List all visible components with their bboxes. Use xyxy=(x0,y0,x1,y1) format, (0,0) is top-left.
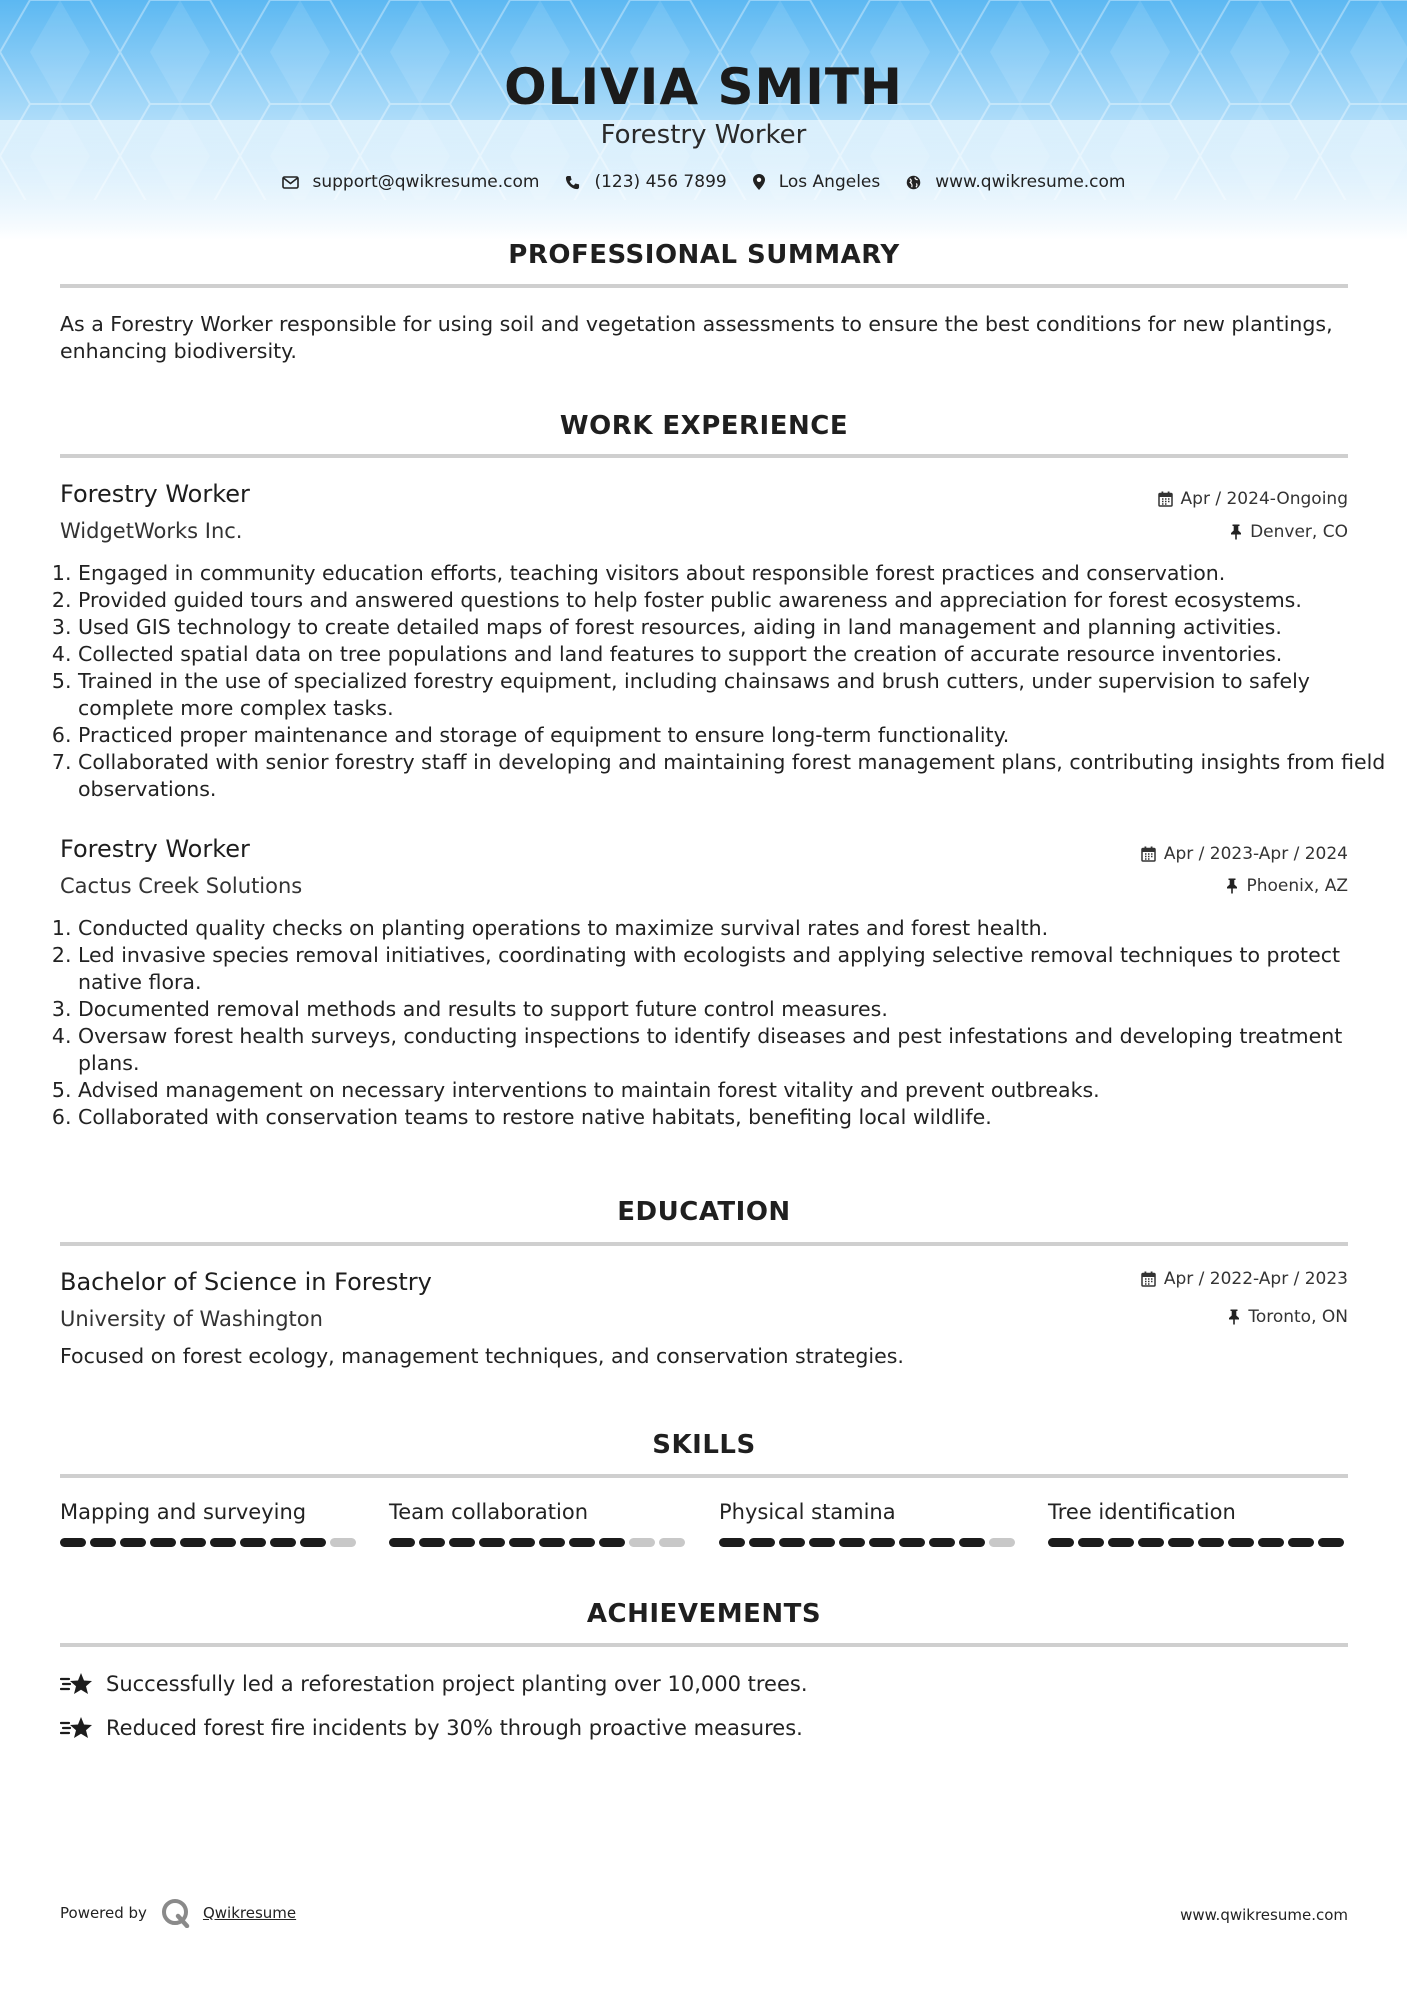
skill-segment-filled xyxy=(1078,1538,1104,1547)
job-location-text: Phoenix, AZ xyxy=(1246,876,1348,896)
list-item: 7. Collaborated with senior forestry staff in developing and maintaining forest management plans, contributing insights from field observations. xyxy=(78,749,1403,803)
skill-segment-filled xyxy=(1288,1538,1314,1547)
shooting-star-icon xyxy=(60,1671,94,1697)
skill-segment-filled xyxy=(1198,1538,1224,1547)
job-dates xyxy=(1158,489,1348,509)
skill-level-bar xyxy=(60,1538,362,1547)
school-name: University of Washington xyxy=(60,1307,323,1331)
skill-segment-filled xyxy=(509,1538,535,1547)
skill-name: Tree identification xyxy=(1048,1500,1236,1524)
skill-segment-filled xyxy=(719,1538,745,1547)
skill-segment-filled xyxy=(150,1538,176,1547)
list-item: 6. Practiced proper maintenance and storage of equipment to ensure long-term functionality. xyxy=(78,722,1403,749)
summary-text: As a Forestry Worker responsible for using soil and vegetation assessments to ensure the best conditions for new plantings, enhancing biodiversity. xyxy=(60,312,1333,363)
job-duties-list xyxy=(28,915,1403,1131)
job-duties-list xyxy=(28,560,1403,803)
job-company: Cactus Creek Solutions xyxy=(60,874,303,898)
skill-segment-filled xyxy=(240,1538,266,1547)
skill-segment-filled xyxy=(60,1538,86,1547)
skill-segment-filled xyxy=(479,1538,505,1547)
skill-segment-filled xyxy=(210,1538,236,1547)
skill-segment-filled xyxy=(899,1538,925,1547)
contact-website[interactable] xyxy=(906,172,1125,192)
skill-name: Physical stamina xyxy=(719,1500,896,1524)
education-location xyxy=(1228,1307,1348,1327)
skill-segment-filled xyxy=(449,1538,475,1547)
email-text: support@qwikresume.com xyxy=(312,172,540,192)
job-dates xyxy=(1141,844,1348,864)
candidate-title: Forestry Worker xyxy=(600,120,807,150)
skill-segment-filled xyxy=(929,1538,955,1547)
list-item: 4. Oversaw forest health surveys, conducting inspections to identify diseases and pest infestations and developing treatment plans. xyxy=(78,1023,1403,1077)
achievements-divider xyxy=(60,1643,1348,1647)
job-dates-text: Apr / 2023-Apr / 2024 xyxy=(1163,844,1348,864)
skill-segment-filled xyxy=(779,1538,805,1547)
skill-segment-filled xyxy=(539,1538,565,1547)
skill-segment-filled xyxy=(959,1538,985,1547)
map-marker-icon xyxy=(753,174,765,190)
skill-segment-filled xyxy=(120,1538,146,1547)
education-divider xyxy=(60,1242,1348,1246)
skill-segment-filled xyxy=(419,1538,445,1547)
powered-by-label: Powered by xyxy=(60,1904,147,1922)
skill-segment-filled xyxy=(809,1538,835,1547)
phone-text: (123) 456 7899 xyxy=(594,172,727,192)
education-dates-text: Apr / 2022-Apr / 2023 xyxy=(1163,1269,1348,1289)
calendar-icon xyxy=(1141,1271,1156,1287)
skills-heading: SKILLS xyxy=(652,1430,756,1460)
skill-segment-filled xyxy=(1048,1538,1074,1547)
skill-segment-filled xyxy=(1108,1538,1134,1547)
list-item: 2. Provided guided tours and answered questions to help foster public awareness and appreciation for forest ecosystems. xyxy=(78,587,1403,614)
skill-level-bar xyxy=(719,1538,1021,1547)
achievement-item xyxy=(60,1671,808,1697)
contact-email[interactable] xyxy=(282,172,540,192)
education-dates xyxy=(1141,1269,1348,1289)
contact-phone[interactable] xyxy=(565,172,726,192)
pushpin-icon xyxy=(1226,878,1238,894)
skill-item xyxy=(719,1500,1021,1547)
education-description: Focused on forest ecology, management techniques, and conservation strategies. xyxy=(60,1344,904,1368)
achievements-heading: ACHIEVEMENTS xyxy=(586,1599,822,1629)
list-item: 5. Advised management on necessary interventions to maintain forest vitality and prevent outbreaks. xyxy=(78,1077,1403,1104)
achievement-text: Successfully led a reforestation project planting over 10,000 trees. xyxy=(106,1672,808,1696)
brand-link[interactable]: Qwikresume xyxy=(202,1904,297,1922)
list-item: 4. Collected spatial data on tree populations and land features to support the creation of accurate resource inventories. xyxy=(78,641,1403,668)
skill-level-bar xyxy=(389,1538,691,1547)
skill-name: Mapping and surveying xyxy=(60,1500,307,1524)
skill-segment-filled xyxy=(839,1538,865,1547)
job-location xyxy=(1230,522,1348,542)
contact-row xyxy=(0,172,1407,192)
job-company: WidgetWorks Inc. xyxy=(60,519,243,543)
pushpin-icon xyxy=(1228,1309,1240,1325)
skills-divider xyxy=(60,1474,1348,1478)
list-item: 1. Engaged in community education efforts, teaching visitors about responsible forest practices and conservation. xyxy=(78,560,1403,587)
skill-segment-filled xyxy=(1318,1538,1344,1547)
job-title: Forestry Worker xyxy=(60,480,250,508)
education-location-text: Toronto, ON xyxy=(1248,1307,1348,1327)
skill-segment-empty xyxy=(989,1538,1015,1547)
skill-segment-empty xyxy=(659,1538,685,1547)
calendar-icon xyxy=(1158,491,1173,507)
experience-heading: WORK EXPERIENCE xyxy=(559,411,849,441)
list-item: 2. Led invasive species removal initiatives, coordinating with ecologists and applying selective removal techniques to protect native flora. xyxy=(78,942,1403,996)
globe-icon xyxy=(906,175,921,190)
education-heading: EDUCATION xyxy=(617,1197,791,1227)
contact-location xyxy=(753,172,881,192)
phone-icon xyxy=(565,175,580,190)
skill-segment-empty xyxy=(330,1538,356,1547)
location-text: Los Angeles xyxy=(778,172,881,192)
skill-segment-filled xyxy=(1168,1538,1194,1547)
list-item: 3. Documented removal methods and results to support future control measures. xyxy=(78,996,1403,1023)
skill-segment-filled xyxy=(569,1538,595,1547)
skill-segment-filled xyxy=(869,1538,895,1547)
skill-segment-filled xyxy=(749,1538,775,1547)
achievement-text: Reduced forest fire incidents by 30% through proactive measures. xyxy=(106,1716,803,1740)
qwikresume-logo-icon xyxy=(161,1898,191,1928)
skill-segment-filled xyxy=(90,1538,116,1547)
website-text: www.qwikresume.com xyxy=(935,172,1126,192)
list-item: 5. Trained in the use of specialized forestry equipment, including chainsaws and brush cutters, under supervision to safely complete more complex tasks. xyxy=(78,668,1403,722)
pushpin-icon xyxy=(1230,524,1242,540)
list-item: 6. Collaborated with conservation teams to restore native habitats, benefiting local wildlife. xyxy=(78,1104,1403,1131)
skill-segment-filled xyxy=(1258,1538,1284,1547)
degree-title: Bachelor of Science in Forestry xyxy=(60,1268,432,1296)
skill-segment-filled xyxy=(300,1538,326,1547)
job-location xyxy=(1226,876,1348,896)
list-item: 1. Conducted quality checks on planting operations to maximize survival rates and forest health. xyxy=(78,915,1403,942)
footer-powered-by xyxy=(60,1898,296,1928)
job-location-text: Denver, CO xyxy=(1250,522,1348,542)
skill-level-bar xyxy=(1048,1538,1350,1547)
job-title: Forestry Worker xyxy=(60,835,250,863)
summary-heading: PROFESSIONAL SUMMARY xyxy=(508,240,900,270)
skill-segment-empty xyxy=(629,1538,655,1547)
calendar-icon xyxy=(1141,846,1156,862)
skill-item xyxy=(60,1500,362,1547)
achievement-item xyxy=(60,1715,803,1741)
job-dates-text: Apr / 2024-Ongoing xyxy=(1180,489,1348,509)
candidate-name: OLIVIA SMITH xyxy=(504,58,903,116)
summary-divider xyxy=(60,284,1348,288)
experience-divider xyxy=(60,454,1348,458)
list-item: 3. Used GIS technology to create detailed maps of forest resources, aiding in land management and planning activities. xyxy=(78,614,1403,641)
skill-item xyxy=(389,1500,691,1547)
skill-segment-filled xyxy=(389,1538,415,1547)
skill-segment-filled xyxy=(599,1538,625,1547)
skill-item xyxy=(1048,1500,1350,1547)
envelope-icon xyxy=(282,176,299,189)
skill-segment-filled xyxy=(270,1538,296,1547)
shooting-star-icon xyxy=(60,1715,94,1741)
skill-segment-filled xyxy=(1138,1538,1164,1547)
skill-name: Team collaboration xyxy=(389,1500,589,1524)
footer-website[interactable]: www.qwikresume.com xyxy=(1180,1906,1348,1924)
skill-segment-filled xyxy=(1228,1538,1254,1547)
skill-segment-filled xyxy=(180,1538,206,1547)
